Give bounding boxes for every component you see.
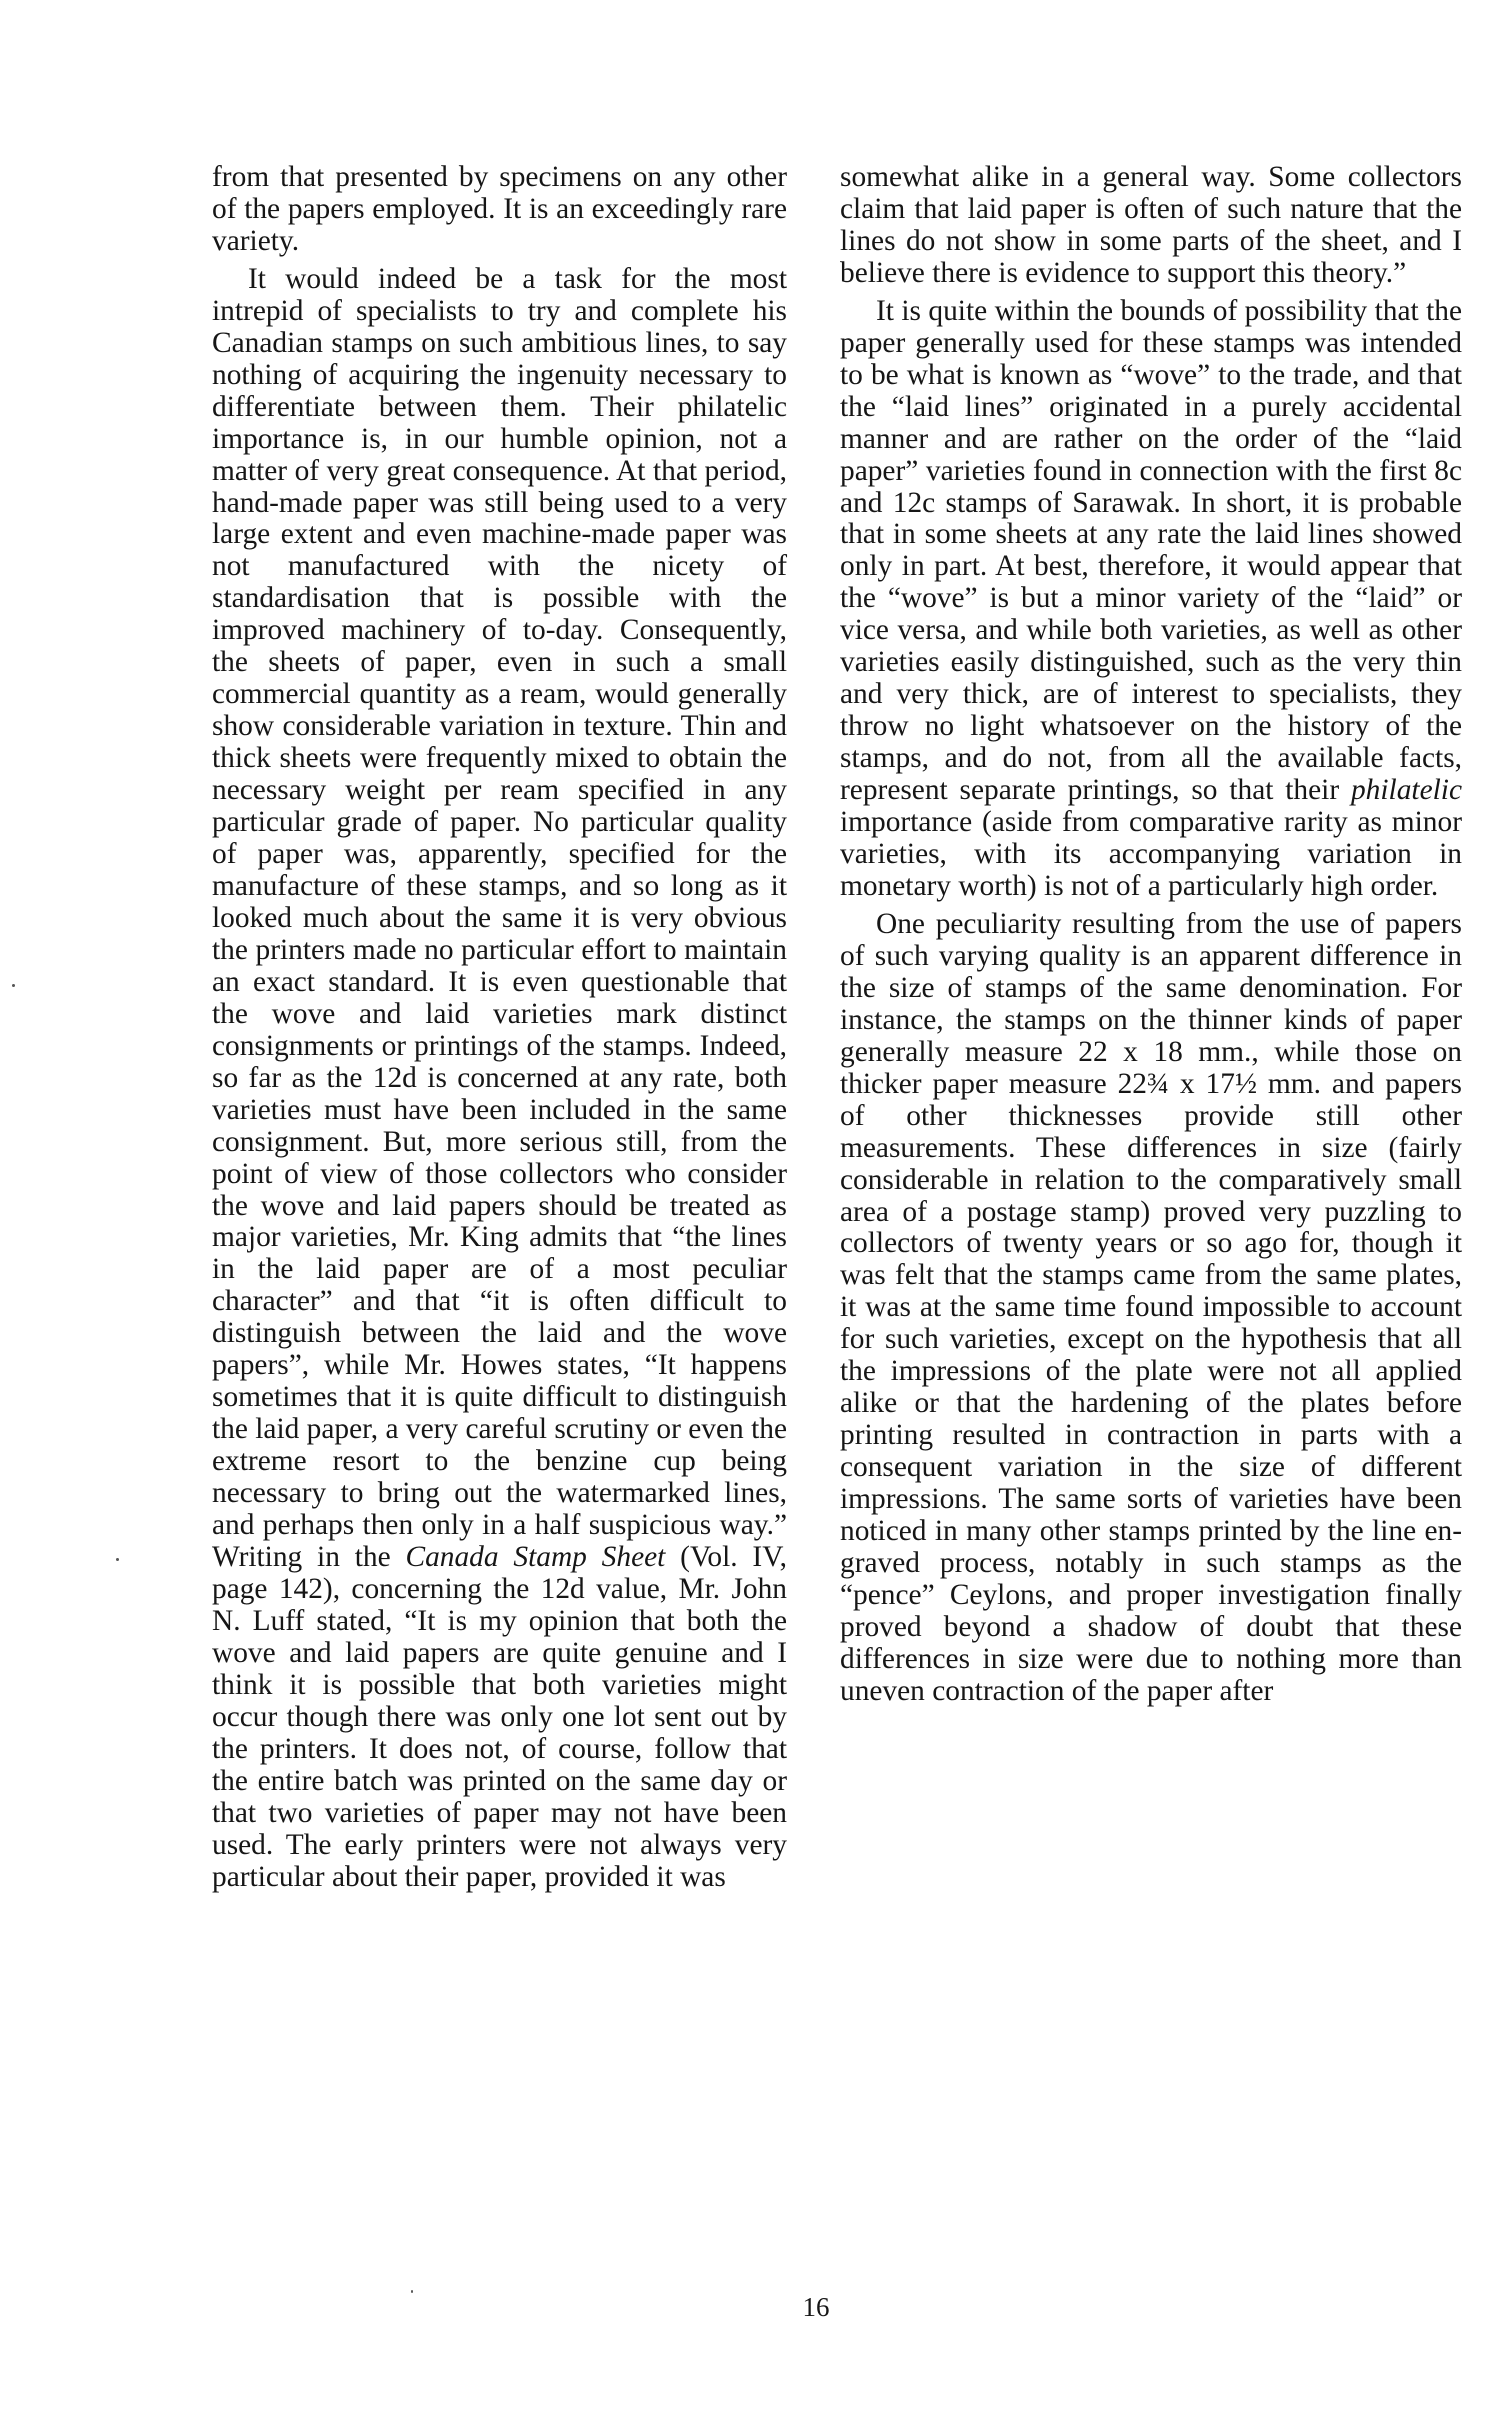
right-paragraph-2 bbox=[840, 296, 1462, 903]
left-column bbox=[212, 162, 787, 1899]
paper-speck bbox=[12, 984, 15, 987]
right-paragraph-2-end: importance (aside from comparative rarity as minor varieties, with its accompanying variation in monetary worth) is not of a particularly high order. bbox=[840, 806, 1462, 902]
right-paragraph-1: somewhat alike in a general way. Some collectors claim that laid paper is often of such nature that the lines do not show in some parts of the sheet, and I believe there is evidence to support this theory.” bbox=[840, 161, 1462, 289]
right-column bbox=[840, 162, 1462, 1714]
left-paragraph-1: from that presented by specimens on any other of the papers employed. It is an exceedingly rare variety. bbox=[212, 161, 787, 257]
right-paragraph-2-text: It is quite within the bounds of possibility that the paper generally used for these stamps was intended to be what is known as “wove” to the trade, and that the “laid lines” originated in a purely accidental manner and are rather on the order of the “laid paper” varieties found in connection with the first 8c and 12c stamps of Sarawak. In short, it is probable that in some sheets at any rate the laid lines showed only in part. At best, therefore, it would appear that the “wove” is but a minor variety of the “laid” or vice versa, and while both varieties, as well as other varieties easily distinguished, such as the very thin and very thick, are of interest to specialists, they throw no light whatsoever on the history of the stamps, and do not, from all the available facts, represent separate printings, so that their bbox=[840, 294, 1462, 807]
left-paragraph-2-text: It would indeed be a task for the most intrepid of specialists to try and complete his Canadian stamps on such ambitious lines, to say nothing of acquiring the ingenuity necessary to differentiate between them. Their philatelic importance is, in our humble opinion, not a matter of very great consequence. At that period, hand-made paper was still being used to a very large extent and even machine-made paper was not manufactured with the nicety of standardisation that is possible with the improved machinery of to-day. Consequently, the sheets of paper, even in such a small commercial quantity as a ream, would generally show considerable variation in texture. Thin and thick sheets were frequently mixed to obtain the necessary weight per ream specified in any particular grade of paper. No particular quality of paper was, apparently, specified for the manufacture of these stamps, and so long as it looked much about the same it is very obvious the printers made no particular effort to maintain an exact standard. It is even questionable that the wove and laid varieties mark distinct consignments or printings of the stamps. Indeed, so far as the 12d is concerned at any rate, both varieties must have been included in the same consignment. But, more serious still, from the point of view of those collectors who consider the wove and laid papers should be treated as major varieties, Mr. King admits that “the lines in the laid paper are of a most peculiar character” and that “it is often difficult to distinguish between the laid and the wove papers”, while Mr. Howes states, “It happens sometimes that it is quite difficult to distinguish the laid paper, a very careful scrutiny or even the extreme resort to the benzine cup being necessary to bring out the watermarked lines, and perhaps then only in a half suspicious way.” Writing in the bbox=[212, 262, 787, 1573]
paper-speck bbox=[116, 1558, 119, 1561]
right-paragraph-3: One peculiarity resulting from the use of papers of such varying quality is an apparent difference in the size of stamps of the same denomination. For instance, the stamps on the thinner kinds of paper generally measure 22 x 18 mm., while those on thicker paper measure 22¾ x 17½ mm. and papers of other thicknesses provide still other measurements. These differences in size (fairly considerable in relation to the comparatively small area of a postage stamp) proved very puzzling to collectors of twenty years or so ago for, though it was felt that the stamps came from the same plates, it was at the same time found impossible to account for such varieties, except on the hypothesis that all the impressions of the plate were not all applied alike or that the hardening of the plates before printing resulted in contraction in parts with a consequent variation in the size of different impressions. The same sorts of varieties have been noticed in many other stamps printed by the line engraved process, notably in such stamps as the “pence” Ceylons, and proper investigation finally proved beyond a shadow of doubt that these differences in size were due to nothing more than uneven contraction of the paper after bbox=[840, 907, 1462, 1707]
left-paragraph-2 bbox=[212, 264, 787, 1894]
publication-title: Canada Stamp Sheet bbox=[405, 1540, 666, 1573]
page-number: 16 bbox=[802, 2292, 830, 2322]
emphasis-philatelic: philatelic bbox=[1350, 774, 1462, 807]
left-paragraph-2-end: (Vol. IV, page 142), concerning the 12d value, Mr. John N. Luff stated, “It is my opinion that both the wove and laid papers are quite genuine and I think it is possible that both varieties might occur though there was only one lot sent out by the printers. It does not, of course, follow that the entire batch was printed on the same day or that two varieties of paper may not have been used. The early printers were not always very particular about their paper, provided it was bbox=[212, 1540, 787, 1893]
paper-speck bbox=[411, 2290, 413, 2293]
